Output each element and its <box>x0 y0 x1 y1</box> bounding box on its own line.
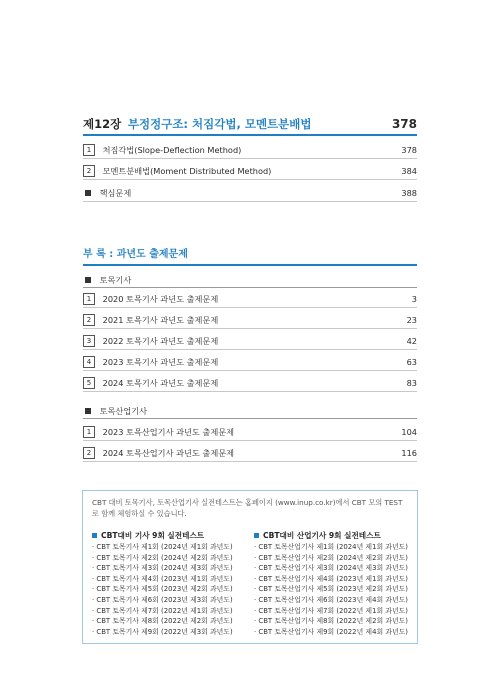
appendix-title: 부 록 : 과년도 출제문제 <box>83 248 417 266</box>
entry-label: 처짐각법(Slope-Deflection Method) <box>102 145 242 155</box>
cbt-item-text: CBT 토목산업기사 제6회 (2023년 제4회 과년도) <box>258 595 408 604</box>
entry-label: 2021 토목기사 과년도 출제문제 <box>102 315 219 325</box>
entry-number-box: 1 <box>83 293 95 305</box>
square-bullet-icon <box>92 533 97 538</box>
square-bullet-icon <box>85 190 91 196</box>
chapter-page: 378 <box>391 117 417 131</box>
square-bullet-icon <box>85 408 91 414</box>
chapter-title: 부정정구조: 처짐각법, 모멘트분배법 <box>127 117 312 131</box>
cbt-list-item[interactable]: · CBT 토목산업기사 제7회 (2022년 제1회 과년도) <box>254 606 408 615</box>
cbt-engineer-column <box>92 530 252 637</box>
cbt-item-text: CBT 토목산업기사 제1회 (2024년 제1회 과년도) <box>258 543 408 551</box>
cbt-item-text: CBT 토목기사 제4회 (2023년 제1회 과년도) <box>96 574 233 583</box>
cbt-intro-line: CBT 대비 토목기사, 토목산업기사 실전테스트는 홈페이지 (www.inup.co.kr)에서 CBT 모의 TEST <box>92 498 403 507</box>
toc-entry[interactable] <box>83 424 417 441</box>
cbt-column-heading <box>92 530 252 542</box>
entry-label: 모멘트분배법(Moment Distributed Method) <box>102 166 272 176</box>
cbt-list-item[interactable]: · CBT 토목산업기사 제6회 (2023년 제4회 과년도) <box>254 595 408 604</box>
cbt-item-text: CBT 토목기사 제3회 (2024년 제3회 과년도) <box>96 564 233 573</box>
cbt-item-text: CBT 토목산업기사 제3회 (2024년 제3회 과년도) <box>258 564 408 573</box>
entry-label: 2023 토목산업기사 과년도 출제문제 <box>102 427 235 437</box>
cbt-list-item[interactable]: · CBT 토목산업기사 제3회 (2024년 제3회 과년도) <box>254 564 408 573</box>
group-label: 토목기사 <box>99 275 132 285</box>
cbt-list-item[interactable]: · CBT 토목기사 제1회 (2024년 제1회 과년도) <box>92 543 233 551</box>
cbt-heading-text: CBT대비 기사 9회 실전테스트 <box>101 531 205 540</box>
entry-label: 핵심문제 <box>99 188 132 198</box>
entry-number-box: 1 <box>83 426 95 438</box>
cbt-list-item[interactable]: · CBT 토목산업기사 제9회 (2022년 제4회 과년도) <box>254 627 408 636</box>
entry-number-box: 2 <box>83 165 95 177</box>
cbt-list-item[interactable]: · CBT 토목기사 제9회 (2022년 제3회 과년도) <box>92 627 233 636</box>
cbt-item-text: CBT 토목기사 제2회 (2024년 제2회 과년도) <box>96 553 233 562</box>
divider <box>83 287 417 288</box>
entry-page: 3 <box>411 294 417 304</box>
square-bullet-icon <box>254 533 259 538</box>
toc-entry[interactable] <box>83 354 417 371</box>
entry-number-box: 1 <box>83 144 95 156</box>
entry-page: 23 <box>406 315 417 325</box>
cbt-item-text: CBT 토목산업기사 제4회 (2023년 제1회 과년도) <box>258 574 408 583</box>
toc-entry[interactable] <box>83 142 417 159</box>
entry-label: 2020 토목기사 과년도 출제문제 <box>102 294 219 304</box>
square-bullet-icon <box>85 277 91 283</box>
cbt-intro-line: 로 함께 체험하실 수 있습니다. <box>92 509 187 518</box>
cbt-item-text: CBT 토목산업기사 제9회 (2022년 제4회 과년도) <box>258 627 408 636</box>
entry-page: 63 <box>406 357 417 367</box>
cbt-item-text: CBT 토목산업기사 제7회 (2022년 제1회 과년도) <box>258 606 408 615</box>
cbt-list-item[interactable]: · CBT 토목기사 제4회 (2023년 제1회 과년도) <box>92 574 233 583</box>
cbt-industrial-column <box>254 530 414 637</box>
entry-label: 2024 토목산업기사 과년도 출제문제 <box>102 448 235 458</box>
cbt-list-item[interactable]: · CBT 토목기사 제5회 (2023년 제2회 과년도) <box>92 585 233 594</box>
entry-number-box: 2 <box>83 314 95 326</box>
entry-page: 104 <box>401 427 417 437</box>
toc-entry-core-problems[interactable] <box>83 185 417 202</box>
entry-label: 2022 토목기사 과년도 출제문제 <box>102 336 219 346</box>
divider <box>83 418 417 419</box>
cbt-item-text: CBT 토목산업기사 제5회 (2023년 제2회 과년도) <box>258 585 408 594</box>
cbt-list-item[interactable]: · CBT 토목기사 제2회 (2024년 제2회 과년도) <box>92 553 233 562</box>
cbt-list-item[interactable]: · CBT 토목산업기사 제8회 (2022년 제2회 과년도) <box>254 617 408 626</box>
toc-entry[interactable] <box>83 163 417 180</box>
group-label: 토목산업기사 <box>99 406 148 416</box>
cbt-list-item[interactable]: · CBT 토목기사 제3회 (2024년 제3회 과년도) <box>92 564 233 573</box>
cbt-column-heading <box>254 530 414 542</box>
entry-number-box: 4 <box>83 356 95 368</box>
cbt-info-box <box>82 490 418 644</box>
cbt-item-text: CBT 토목기사 제5회 (2023년 제2회 과년도) <box>96 585 233 594</box>
entry-label: 2023 토목기사 과년도 출제문제 <box>102 357 219 367</box>
cbt-item-text: CBT 토목기사 제6회 (2023년 제3회 과년도) <box>96 595 233 604</box>
toc-entry[interactable] <box>83 375 417 392</box>
cbt-list-item[interactable]: · CBT 토목기사 제8회 (2022년 제2회 과년도) <box>92 617 233 626</box>
cbt-list-item[interactable]: · CBT 토목산업기사 제5회 (2023년 제2회 과년도) <box>254 585 408 594</box>
cbt-item-text: CBT 토목기사 제9회 (2022년 제3회 과년도) <box>96 627 233 636</box>
entry-page: 116 <box>401 448 417 458</box>
toc-entry[interactable] <box>83 333 417 350</box>
cbt-item-text: CBT 토목기사 제1회 (2024년 제1회 과년도) <box>96 543 233 551</box>
cbt-item-text: CBT 토목산업기사 제8회 (2022년 제2회 과년도) <box>258 617 408 626</box>
cbt-list-item[interactable]: · CBT 토목산업기사 제2회 (2024년 제2회 과년도) <box>254 553 408 562</box>
cbt-list-item[interactable]: · CBT 토목기사 제7회 (2022년 제1회 과년도) <box>92 606 233 615</box>
cbt-list-item[interactable]: · CBT 토목산업기사 제4회 (2023년 제1회 과년도) <box>254 574 408 583</box>
cbt-heading-text: CBT대비 산업기사 9회 실전테스트 <box>263 531 381 540</box>
entry-label: 2024 토목기사 과년도 출제문제 <box>102 378 219 388</box>
entry-page: 83 <box>406 378 417 388</box>
group-heading <box>83 405 417 417</box>
cbt-item-text: CBT 토목기사 제7회 (2022년 제1회 과년도) <box>96 606 233 615</box>
cbt-item-text: CBT 토목기사 제8회 (2022년 제2회 과년도) <box>96 617 233 626</box>
entry-number-box: 5 <box>83 377 95 389</box>
cbt-list-item[interactable]: · CBT 토목기사 제6회 (2023년 제3회 과년도) <box>92 595 233 604</box>
entry-page: 388 <box>401 188 417 198</box>
group-heading <box>83 274 417 286</box>
entry-number-box: 2 <box>83 447 95 459</box>
chapter-heading <box>83 117 417 136</box>
cbt-list-item[interactable]: · CBT 토목산업기사 제1회 (2024년 제1회 과년도) <box>254 543 408 551</box>
entry-page: 378 <box>401 145 417 155</box>
entry-page: 384 <box>401 166 417 176</box>
toc-entry[interactable] <box>83 312 417 329</box>
toc-entry[interactable] <box>83 291 417 308</box>
entry-page: 42 <box>406 336 417 346</box>
entry-number-box: 3 <box>83 335 95 347</box>
cbt-item-text: CBT 토목산업기사 제2회 (2024년 제2회 과년도) <box>258 553 408 562</box>
toc-entry[interactable] <box>83 445 417 462</box>
chapter-number: 제12장 <box>83 117 122 131</box>
